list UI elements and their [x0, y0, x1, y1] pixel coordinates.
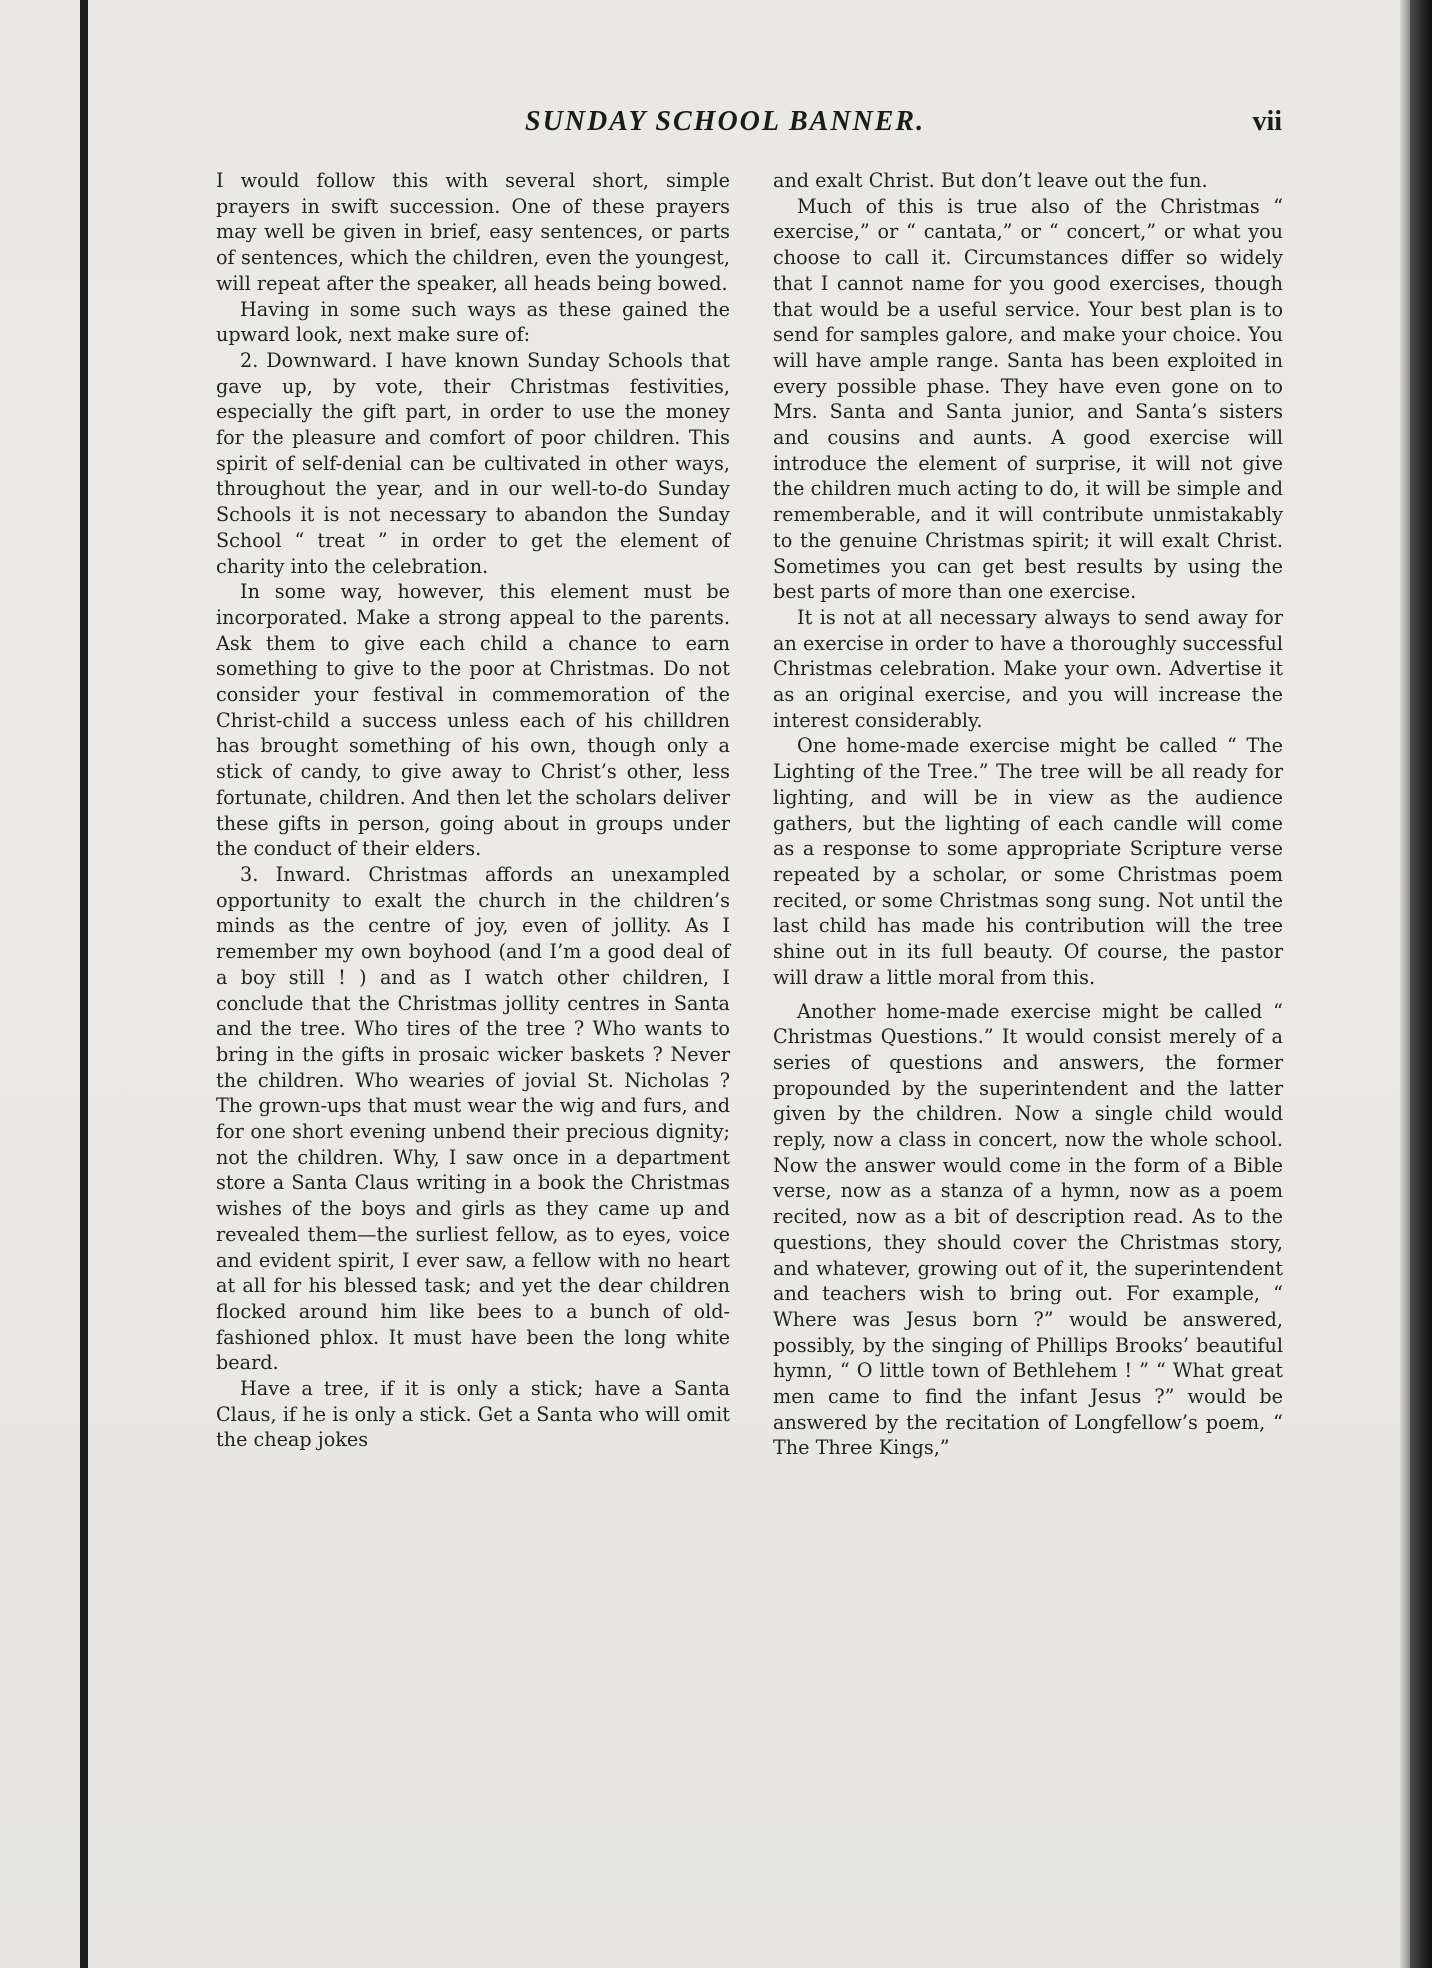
paragraph: 3. Inward. Christmas affords an unexampled opportunity to exalt the church in the children’s minds as the centre of joy, even of jollity. As I remember my own boyhood (and I’m a good deal of a boy still ! ) and as I watch other children, I conclude that the Christmas jollity centres in Santa and the tree. Who tires of the tree ? Who wants to bring in the gifts in prosaic wicker baskets ? Never the children. Who wearies of jovial St. Nicholas ? The grown-ups that must wear the wig and furs, and for one short evening unbend their precious dignity; not the children. Why, I saw once in a department store a Santa Claus writing in a book the Christmas wishes of the boys and girls as they came up and revealed them—the surliest fellow, as to eyes, voice and evident spirit, I ever saw, a fellow with no heart at all for his blessed task; and yet the dear children flocked around him like bees to a bunch of old-fashioned phlox. It must have been the long white beard. — [216, 862, 730, 1375]
page-header — [210, 106, 1290, 150]
paragraph: Have a tree, if it is only a stick; have a Santa Claus, if he is only a stick. Get a Santa who will omit the cheap jokes — [216, 1377, 730, 1452]
page-edge-shadow — [1410, 0, 1432, 1968]
running-title: SUNDAY SCHOOL BANNER. — [525, 106, 926, 137]
paragraph: It is not at all necessary always to send away for an exercise in order to have a thoroughly successful Christmas celebration. Make your own. Advertise it as an original exercise, and you will increase the interest considerably. — [773, 605, 1283, 732]
paragraph: 2. Downward. I have known Sunday Schools that gave up, by vote, their Christmas festivities, especially the gift part, in order to use the money for the pleasure and comfort of poor children. This spirit of self-denial can be cultivated in other ways, throughout the year, and in our well-to-do Sunday Schools it is not necessary to abandon the Sunday School “ treat ” in order to get the element of charity into the celebration. — [216, 348, 730, 578]
right-column — [773, 168, 1283, 1461]
paragraph: and exalt Christ. But don’t leave out the fun. — [773, 169, 1208, 192]
paragraph: Having in some such ways as these gained the upward look, next make sure of: — [216, 297, 730, 347]
page-edge-highlight — [1400, 0, 1410, 1968]
page-number: vii — [1252, 106, 1282, 137]
paragraph: One home-made exercise might be called “ The Lighting of the Tree.” The tree will be all ready for lighting, and will be in view as the audience gathers, but the lighting of each candle will come as a response to some appropriate Scripture verse repeated by a scholar, or some Christmas poem recited, or some Christmas song sung. Not until the last child has made his contribution will the tree shine out in its full beauty. Of course, the pastor will draw a little moral from this. — [773, 734, 1283, 989]
left-column — [216, 168, 730, 1453]
paragraph: In some way, however, this element must be incorporated. Make a strong appeal to the parents. Ask them to give each child a chance to earn something to give to the poor at Christmas. Do not consider your festival in commemoration of the Christ-child a success unless each of his chilldren has brought something of his own, though only a stick of candy, to give away to Christ’s other, less fortunate, children. And then let the scholars deliver these gifts in person, going about in groups under the conduct of their elders. — [216, 580, 730, 861]
page-binding-shadow — [80, 0, 88, 1968]
paragraph: Much of this is true also of the Christmas “ exercise,” or “ cantata,” or “ concert,” or what you choose to call it. Circumstances differ so widely that I cannot name for you good exercises, though that would be a useful service. Your best plan is to send for samples galore, and make your choice. You will have ample range. Santa has been exploited in every possible phase. They have even gone on to Mrs. Santa and Santa junior, and Santa’s sisters and cousins and aunts. A good exercise will introduce the element of surprise, it will not give the children much acting to do, it will be simple and rememberable, and it will contribute unmistakably to the genuine Christmas spirit; it will exalt Christ. Sometimes you can get best results by using the best parts of more than one exercise. — [773, 194, 1283, 604]
paragraph: Another home-made exercise might be called “ Christmas Questions.” It would consist merely of a series of questions and answers, the former propounded by the superintendent and the latter given by the children. Now a single child would reply, now a class in concert, now the whole school. Now the answer would come in the form of a Bible verse, now as a stanza of a hymn, now as a poem recited, now as a bit of description read. As to the questions, they should cover the Christmas story, and whatever, growing out of it, the superintendent and teachers wish to bring out. For example, “ Where was Jesus born ?” would be answered, possibly, by the singing of Phillips Brooks’ beautiful hymn, “ O little town of Bethlehem ! ” “ What great men came to find the infant Jesus ?” would be answered by the recitation of Longfellow’s poem, “ The Three Kings,” — [773, 999, 1283, 1460]
paragraph: I would follow this with several short, simple prayers in swift succession. One of these prayers may well be given in brief, easy sentences, or parts of sentences, which the children, even the youngest, will repeat after the speaker, all heads being bowed. — [216, 169, 730, 295]
